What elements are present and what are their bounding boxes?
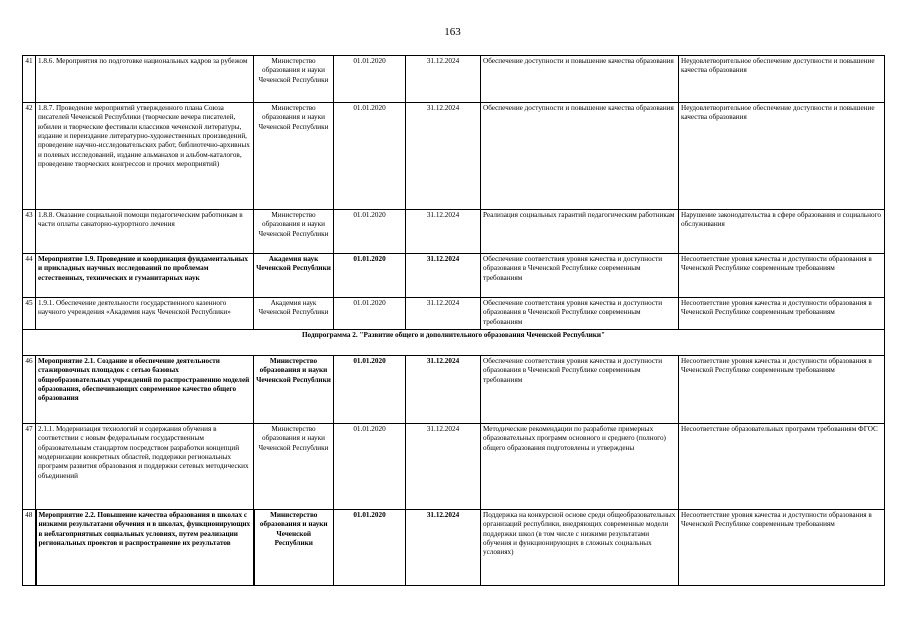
executor: Министерство образования и науки Чеченской Республики	[254, 56, 334, 103]
start-date: 01.01.2020	[334, 56, 406, 103]
activity-description: 1.9.1. Обеспечение деятельности государственного казенного научного учреждения «Академия наук Чеченской Республики»	[36, 298, 254, 330]
expected-result: Обеспечение доступности и повышение качества образования	[481, 103, 679, 210]
risk-consequence: Неудовлетворительное обеспечение доступности и повышение качества образования	[679, 103, 885, 210]
executor: Министерство образования и науки Чеченской Республики	[254, 210, 334, 254]
end-date: 31.12.2024	[406, 210, 481, 254]
table-row	[23, 254, 885, 298]
end-date: 31.12.2024	[406, 298, 481, 330]
start-date: 01.01.2020	[334, 510, 406, 586]
risk-consequence: Несоответствие уровня качества и доступности образования в Чеченской Республике современным требованиям	[679, 254, 885, 298]
risk-consequence: Несоответствие образовательных программ требованиям ФГОС	[679, 424, 885, 510]
activity-description: 1.8.6. Мероприятия по подготовке национальных кадров за рубежом	[36, 56, 254, 103]
start-date: 01.01.2020	[334, 356, 406, 424]
activity-description: 1.8.7. Проведение мероприятий утвержденного плана Союза писателей Чеченской Республики (творческие вечера писателей, юбилеи и творческие фестивали классиков чеченской литературы, издание и переиздание литературно-художественных произведений, проведение научно-исследовательских работ, библиотечно-архивных и полевых исследований, издание альманахов и альбом-каталогов, проведение творческих конгрессов и прочих мероприятий)	[36, 103, 254, 210]
row-number: 41	[23, 56, 36, 103]
expected-result: Реализация социальных гарантий педагогическим работникам	[481, 210, 679, 254]
end-date: 31.12.2024	[406, 56, 481, 103]
subprogram-title: Подпрограмма 2. "Развитие общего и дополнительного образования Чеченской Республики"	[23, 330, 885, 356]
table-row	[23, 103, 885, 210]
end-date: 31.12.2024	[406, 254, 481, 298]
end-date: 31.12.2024	[406, 103, 481, 210]
executor: Академия наук Чеченской Республики	[254, 298, 334, 330]
activity-description: Мероприятие 1.9. Проведение и координация фундаментальных и прикладных научных исследований по проблемам естественных, технических и гуманитарных наук	[36, 254, 254, 298]
row-number: 43	[23, 210, 36, 254]
executor: Академия наук Чеченской Республики	[254, 254, 334, 298]
start-date: 01.01.2020	[334, 424, 406, 510]
table-row	[23, 210, 885, 254]
start-date: 01.01.2020	[334, 103, 406, 210]
table-row	[23, 56, 885, 103]
executor: Министерство образования и науки Чеченской Республики	[254, 424, 334, 510]
risk-consequence: Нарушение законодательства в сфере образования и социального обслуживания	[679, 210, 885, 254]
expected-result: Поддержка на конкурсной основе среди общеобразовательных организаций республики, внедряющих современные модели поддержки школ (в том числе с низкими результатами обучения и функционирующих в сложных социальных условиях)	[481, 510, 679, 586]
end-date: 31.12.2024	[406, 356, 481, 424]
row-number: 46	[23, 356, 36, 424]
expected-result: Обеспечение соответствия уровня качества и доступности образования в Чеченской Республике современным требованиям	[481, 356, 679, 424]
row-number: 47	[23, 424, 36, 510]
page-number: 163	[444, 26, 461, 38]
activity-description: 1.8.8. Оказание социальной помощи педагогическим работникам в части оплаты санаторно-курортного лечения	[36, 210, 254, 254]
table-row	[23, 510, 885, 586]
activity-description: Мероприятие 2.2. Повышение качества образования в школах с низкими результатами обучения и в школах, функционирующих в неблагоприятных социальных условиях, путем реализации региональных проектов и распространение их результатов	[36, 510, 254, 586]
start-date: 01.01.2020	[334, 210, 406, 254]
risk-consequence: Несоответствие уровня качества и доступности образования в Чеченской Республике современным требованиям	[679, 510, 885, 586]
end-date: 31.12.2024	[406, 424, 481, 510]
risk-consequence: Несоответствие уровня качества и доступности образования в Чеченской Республике современным требованиям	[679, 298, 885, 330]
activity-description: Мероприятие 2.1. Создание и обеспечение деятельности стажировочных площадок с сетью базовых общеобразовательных учреждений по распространению моделей образования, обеспечивающих современное качество общего образования	[36, 356, 254, 424]
activity-description: 2.1.1. Модернизация технологий и содержания обучения в соответствии с новым федеральным государственным образовательным стандартом посредством разработки концепций модернизации конкретных областей, поддержки региональных программ развития образования и поддержки сетевых методических объединений	[36, 424, 254, 510]
row-number: 48	[23, 510, 36, 586]
executor: Министерство образования и науки Чеченской Республики	[254, 510, 334, 586]
expected-result: Обеспечение соответствия уровня качества и доступности образования в Чеченской Республике современным требованиям	[481, 254, 679, 298]
expected-result: Обеспечение соответствия уровня качества и доступности образования в Чеченской Республике современным требованиям	[481, 298, 679, 330]
row-number: 44	[23, 254, 36, 298]
expected-result: Методические рекомендации по разработке примерных образовательных программ основного и среднего (полного) общего образования подготовлены и утверждены	[481, 424, 679, 510]
table-row	[23, 356, 885, 424]
risk-consequence: Несоответствие уровня качества и доступности образования в Чеченской Республике современным требованиям	[679, 356, 885, 424]
start-date: 01.01.2020	[334, 298, 406, 330]
expected-result: Обеспечение доступности и повышение качества образования	[481, 56, 679, 103]
program-table	[22, 55, 885, 586]
risk-consequence: Неудовлетворительное обеспечение доступности и повышение качества образования	[679, 56, 885, 103]
executor: Министерство образования и науки Чеченской Республики	[254, 356, 334, 424]
row-number: 45	[23, 298, 36, 330]
start-date: 01.01.2020	[334, 254, 406, 298]
row-number: 42	[23, 103, 36, 210]
subprogram-row	[23, 330, 885, 356]
executor: Министерство образования и науки Чеченской Республики	[254, 103, 334, 210]
table-row	[23, 298, 885, 330]
table-row	[23, 424, 885, 510]
end-date: 31.12.2024	[406, 510, 481, 586]
